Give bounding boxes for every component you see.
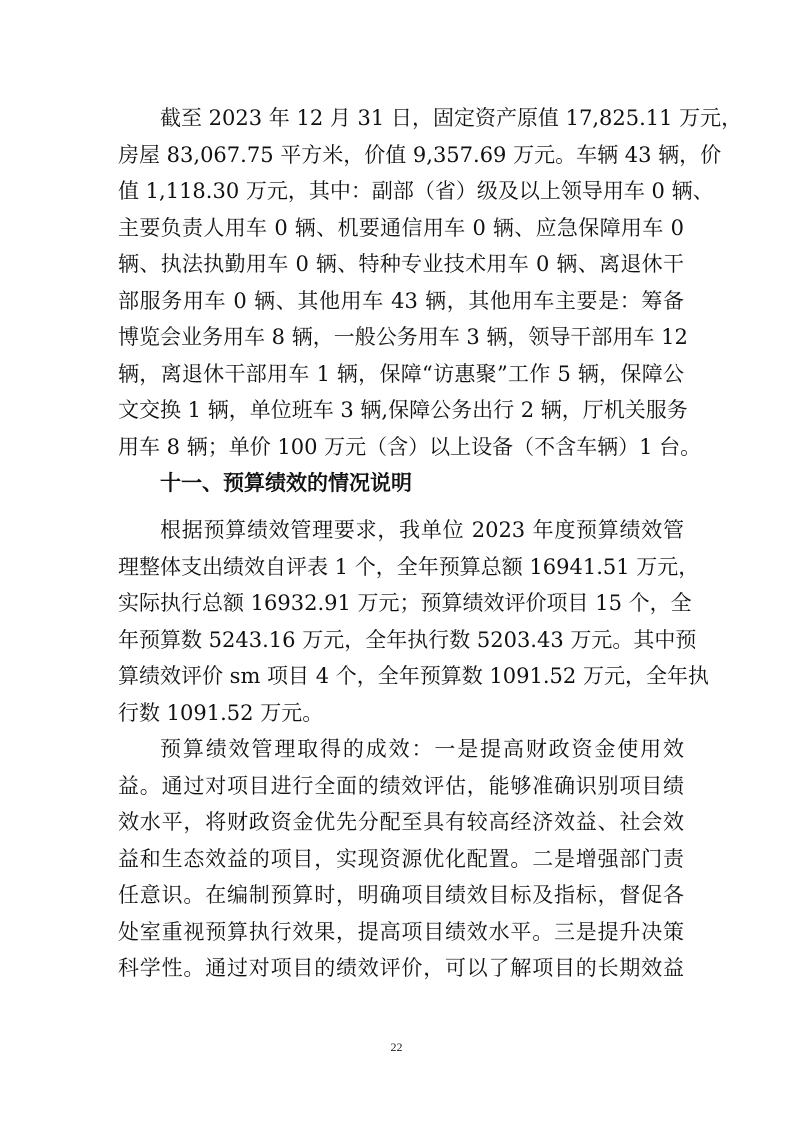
text-line: 实际执行总额 16932.91 万元；预算绩效评价项目 15 个，全 [118, 591, 692, 615]
text-line: 益和生态效益的项目，实现资源优化配置。二是增强部门责 [118, 846, 684, 871]
text-line: 部服务用车 0 辆、其他用车 43 辆，其他用车主要是：筹备 [118, 288, 684, 313]
text-line: 益。通过对项目进行全面的绩效评估，能够准确识别项目绩 [118, 773, 684, 798]
paragraph-results [118, 731, 684, 987]
text-line: 辆、执法执勤用车 0 辆、特种专业技术用车 0 辆、离退休干 [118, 252, 684, 276]
text-line: 截至 2023 年 12 月 31 日，固定资产原值 17,825.11 万元， [160, 106, 743, 130]
text-line: 根据预算绩效管理要求，我单位 2023 年度预算绩效管 [160, 518, 684, 542]
text-line: 用车 8 辆；单价 100 万元（含）以上设备（不含车辆）1 台。 [118, 434, 702, 459]
paragraph-performance [118, 512, 709, 731]
paragraph-assets [118, 100, 743, 502]
text-line: 处室重视预算执行效果，提高项目绩效水平。三是提升决策 [118, 919, 684, 944]
text-line: 科学性。通过对项目的绩效评价，可以了解项目的长期效益 [118, 956, 684, 980]
text-line: 效水平，将财政资金优先分配至具有较高经济效益、社会效 [118, 810, 684, 834]
text-line: 房屋 83,067.75 平方米，价值 9,357.69 万元。车辆 43 辆，价 [118, 142, 722, 167]
text-line: 算绩效评价 sm 项目 4 个，全年预算数 1091.52 万元，全年执 [118, 664, 709, 688]
text-line: 理整体支出绩效自评表 1 个，全年预算总额 16941.51 万元， [118, 554, 700, 579]
text-line: 年预算数 5243.16 万元，全年执行数 5203.43 万元。其中预 [118, 627, 697, 652]
text-line: 辆，离退休干部用车 1 辆，保障“访惠聚”工作 5 辆，保障公 [118, 361, 684, 386]
text-line: 博览会业务用车 8 辆，一般公务用车 3 辆，领导干部用车 12 [118, 325, 688, 349]
text-line: 预算绩效管理取得的成效：一是提高财政资金使用效 [160, 737, 684, 761]
text-line: 值 1,118.30 万元，其中：副部（省）级及以上领导用车 0 辆、 [118, 179, 714, 203]
text-line: 文交换 1 辆，单位班车 3 辆,保障公务出行 2 辆，厅机关服务 [118, 398, 688, 422]
text-line: 行数 1091.52 万元。 [118, 700, 324, 725]
text-line: 任意识。在编制预算时，明确项目绩效目标及指标，督促各 [118, 883, 684, 907]
page-number: 22 [390, 1040, 403, 1054]
section-heading: 十一、预算绩效的情况说明 [160, 471, 412, 495]
text-line: 主要负责人用车 0 辆、机要通信用车 0 辆、应急保障用车 0 [118, 215, 684, 240]
